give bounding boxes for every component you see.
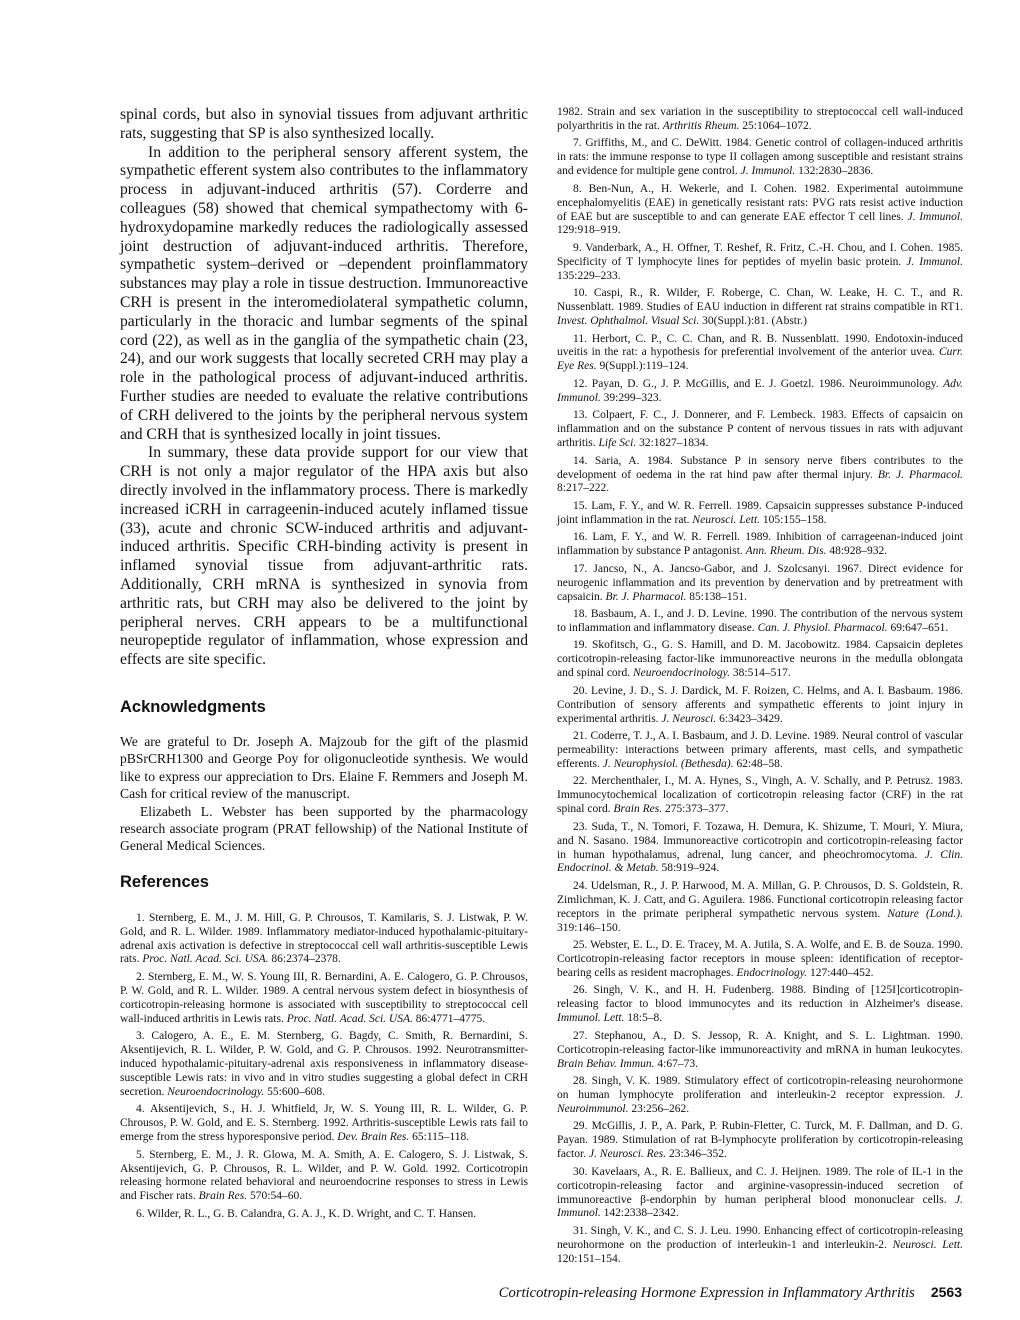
reference-journal: J. Neurosci. Res. <box>588 1148 667 1161</box>
reference-journal: Neurosci. Lett. <box>692 513 761 526</box>
reference-text: 25. Webster, E. L., D. E. Tracey, M. A. Jutila, S. A. Wolfe, and E. B. de Souza. 1990. Corticotropin-releasing factor receptors in mouse spleen: identification of receptor-bearing cells as resident macrophages. <box>557 939 963 979</box>
reference-citation: 127:440–452. <box>807 966 874 979</box>
reference-item <box>557 531 963 559</box>
reference-citation: 132:2830–2836. <box>795 165 874 178</box>
reference-citation: 86:4771–4775. <box>412 1012 486 1025</box>
reference-citation: 23:346–352. <box>666 1148 727 1161</box>
reference-item <box>557 378 963 406</box>
acknowledgments-paragraph-2: Elizabeth L. Webster has been supported by the pharmacology research associate program (PRAT fellowship) of the National Institute of General Medical Sciences. <box>120 803 528 854</box>
references-list-left <box>120 912 528 1222</box>
reference-journal: Dev. Brain Res. <box>337 1131 410 1144</box>
page-number: 2563 <box>930 1284 962 1300</box>
reference-citation: 570:54–60. <box>247 1190 303 1203</box>
reference-text: 5. Sternberg, E. M., J. R. Glowa, M. A. Smith, A. E. Calogero, S. J. Listwak, S. Aksentijevich, G. P. Chrousos, R. L. Wilder, and P. W. Gold. 1992. Corticotropin releasing hormone related behavioral and neuroendocrine responses to stress in Lewis and Fischer rats. <box>120 1148 528 1203</box>
reference-text: 11. Herbort, C. P., C. C. Chan, and R. B. Nussenblatt. 1990. Endotoxin-induced uveitis in the rat: a hypothesis for preferential involvement of the anterior uvea. <box>557 332 963 359</box>
reference-journal: Neuroendocrinology. <box>633 667 731 680</box>
reference-item <box>557 1075 963 1117</box>
reference-text: 13. Colpaert, F. C., J. Donnerer, and F. Lembeck. 1983. Effects of capsaicin on inflammation and on the substance P content of nervous tissues in rats with adjuvant arthritis. <box>557 409 963 450</box>
reference-citation: 32:1827–1834. <box>636 437 709 450</box>
reference-text: 30. Kavelaars, A., R. E. Ballieux, and C. J. Heijnen. 1989. The role of IL-1 in the corticotropin-releasing factor and arginine-vasopressin-induced secretion of immunoreactive β-endorphin by human peripheral blood mononuclear cells. <box>557 1165 963 1206</box>
reference-text: 6. Wilder, R. L., G. B. Calandra, G. A. J., K. D. Wright, and C. T. Hansen. <box>136 1207 477 1220</box>
reference-citation: 4:67–73. <box>654 1057 698 1070</box>
reference-text: 2. Sternberg, E. M., W. S. Young III, R. Bernardini, A. E. Calogero, G. P. Chrousos, P. W. Gold, and R. L. Wilder. 1989. A central nervous system defect in biosynthesis of corticotropin-releasing hormone is associated with susceptibility to streptococcal cell wall-induced arthritis in Lewis rats. <box>120 970 528 1025</box>
reference-item <box>557 639 963 681</box>
reference-journal: J. Clin. Endocrinol. & Metab. <box>557 848 963 875</box>
reference-text: 20. Levine, J. D., S. J. Dardick, M. F. Roizen, C. Helms, and A. I. Basbaum. 1986. Contribution of sensory afferents and sympathetic efferents to joint injury in experimental arthritis. <box>557 684 963 725</box>
reference-journal: Br. J. Pharmacol. <box>605 590 687 603</box>
reference-item <box>557 242 963 284</box>
reference-text: 7. Griffiths, M., and C. DeWitt. 1984. Genetic control of collagen-induced arthritis in rats: the immune response to type II collagen among susceptible and resistant strains and evidence for multiple gene control. <box>557 137 963 178</box>
reference-journal: J. Immunol. <box>740 165 796 178</box>
reference-citation: 69:647–651. <box>887 621 949 634</box>
running-title: Corticotropin-releasing Hormone Expression in Inflammatory Arthritis <box>498 1285 915 1301</box>
reference-journal: J. Neurophysiol. (Bethesda). <box>602 757 734 770</box>
reference-text: 19. Skofitsch, G., G. S. Hamill, and D. M. Jacobowitz. 1984. Capsaicin depletes corticotropin-releasing factor-like immunoreactive neurons in the medulla oblongata and spinal cord. <box>557 639 963 680</box>
reference-text: 8. Ben-Nun, A., H. Wekerle, and I. Cohen. 1982. Experimental autoimmune encephalomyelitis (EAE) in genetically resistant rats: PVG rats resist active induction of EAE but are susceptible to and can generate EAE effector T cell lines. <box>557 182 963 223</box>
reference-journal: Br. J. Pharmacol. <box>877 468 964 481</box>
reference-journal: Neuroendocrinology. <box>167 1085 265 1098</box>
reference-text: 18. Basbaum, A. I., and J. D. Levine. 1990. The contribution of the nervous system to inflammation and inflammatory disease. <box>557 608 963 634</box>
reference-journal: Adv. Immunol. <box>557 377 963 404</box>
reference-item <box>557 685 963 727</box>
reference-citation: 38:514–517. <box>730 667 791 680</box>
reference-citation: 142:2338–2342. <box>600 1207 679 1220</box>
reference-text: 27. Stephanou, A., D. S. Jessop, R. A. Knight, and S. L. Lightman. 1990. Corticotropin-releasing factor-like immunoreactivity and mRNA in human leukocytes. <box>557 1029 963 1056</box>
reference-journal: J. Immunol. <box>907 210 963 223</box>
reference-citation: 86:2374–2378. <box>268 953 341 966</box>
reference-journal: Endocrinology. <box>736 966 808 979</box>
reference-text: 28. Singh, V. K. 1989. Stimulatory effect of corticotropin-releasing neurohormone on human lymphocyte proliferation and interleukin-2 receptor expression. <box>557 1075 963 1101</box>
reference-text: 22. Merchenthaler, I., M. A. Hynes, S., Vingh, A. V. Schally, and P. Petrusz. 1983. Immunocytochemical localization of corticotropin releasing factor (CRF) in the rat spinal cord. <box>557 775 963 816</box>
right-column <box>557 106 963 1270</box>
reference-journal: Proc. Natl. Acad. Sci. USA. <box>142 953 269 966</box>
reference-text: 10. Caspi, R., R. Wilder, F. Roberge, C. Chan, W. Leake, H. C. T., and R. Nussenblatt. 1989. Studies of EAU induction in different rat strains compatible in RT1. <box>557 287 963 314</box>
reference-item <box>120 1030 528 1100</box>
reference-journal: J. Immunol. <box>906 255 963 268</box>
reference-item <box>557 333 963 375</box>
reference-text: 17. Jancso, N., A. Jancso-Gabor, and J. Szolcsanyi. 1967. Direct evidence for neurogenic inflammation and its prevention by denervation and by pretreatment with capsaicin. <box>557 562 963 603</box>
reference-journal: J. Neuroimmunol. <box>557 1088 963 1115</box>
reference-text: 4. Aksentijevich, S., H. J. Whitfield, Jr, W. S. Young III, R. L. Wilder, G. P. Chrousos, P. W. Gold, and E. S. Sternberg. 1992. Arthritis-susceptible Lewis rats fail to emerge from the stress hyporesponsive period. <box>120 1103 528 1144</box>
reference-text: 26. Singh, V. K., and H. H. Fudenberg. 1988. Binding of [125I]corticotropin-releasing factor to blood immunocytes and its reduction in Alzheimer's disease. <box>557 984 963 1011</box>
reference-journal: Brain Res. <box>198 1190 248 1203</box>
reference-journal: Invest. Ophthalmol. Visual Sci. <box>557 315 700 328</box>
reference-citation: 48:928–932. <box>826 545 888 558</box>
reference-item <box>557 287 963 329</box>
reference-text: 24. Udelsman, R., J. P. Harwood, M. A. Millan, G. P. Chrousos, D. S. Goldstein, R. Zimlichman, K. J. Catt, and G. Aguilera. 1986. Functional corticotropin releasing factor receptors in the primate peripheral sympathetic nervous system. <box>557 879 963 920</box>
reference-text: 1. Sternberg, E. M., J. M. Hill, G. P. Chrousos, T. Kamilaris, S. J. Listwak, P. W. Gold, and R. L. Wilder. 1989. Inflammatory mediator-induced hypothalamic-pituitary-adrenal axis activation is defective in streptococcal cell wall arthritis-susceptible Lewis rats. <box>120 911 528 966</box>
reference-item <box>557 821 963 877</box>
reference-citation: 30(Suppl.):81. (Abstr.) <box>699 315 807 328</box>
reference-text: 31. Singh, V. K., and C. S. J. Leu. 1990. Enhancing effect of corticotropin-releasing neurohormone on the production of interleukin-1 and interleukin-2. <box>557 1224 963 1251</box>
reference-citation: 62:48–58. <box>733 757 783 770</box>
reference-citation: 39:299–323. <box>600 391 662 404</box>
reference-item <box>557 939 963 981</box>
reference-item <box>557 500 963 528</box>
reference-journal: Immunol. Lett. <box>557 1012 625 1025</box>
reference-text: 21. Coderre, T. J., A. I. Basbaum, and J. D. Levine. 1989. Neural control of vascular permeability: interactions between primary afferents, mast cells, and sympathetic efferents. <box>557 730 963 770</box>
acknowledgments-paragraph-1: We are grateful to Dr. Joseph A. Majzoub for the gift of the plasmid pBSrCRH1300 and George Poy for oligonucleotide synthesis. We would like to express our appreciation to Drs. Elaine F. Remmers and Joseph M. Cash for critical review of the manuscript. <box>120 733 528 802</box>
reference-citation: 23:256–262. <box>628 1102 690 1115</box>
reference-citation: 135:229–233. <box>557 269 621 282</box>
reference-journal: Nature (Lond.). <box>887 907 964 920</box>
reference-journal: Proc. Natl. Acad. Sci. USA. <box>286 1012 413 1025</box>
reference-text: 29. McGillis, J. P., A. Park, P. Rubin-Fletter, C. Turck, M. F. Dallman, and D. G. Payan. 1989. Stimulation of rat B-lymphocyte proliferation by corticotropin-releasing factor. <box>557 1120 963 1161</box>
reference-journal: Brain Behav. Immun. <box>557 1057 655 1070</box>
reference-citation: 85:138–151. <box>686 590 748 603</box>
body-paragraph-2: In addition to the peripheral sensory afferent system, the sympathetic efferent system also contributes to the inflammatory process in adjuvant-induced arthritis (57). Corderre and colleagues (58) showed that chemical sympathectomy with 6-hydroxydopamine markedly reduces the radiologically assessed joint destruction of adjuvant-induced arthritis. Therefore, sympathetic system–derived or –dependent proinflammatory substances may play a role in tissue destruction. Immunoreactive CRH is present in the interomediolateral sympathetic column, particularly in the thoracic and lumbar segments of the spinal cord (22), as well as in the ganglia of the sympathetic chain (23, 24), and our work suggests that locally secreted CRH may play a role in the pathological process of adjuvant-induced arthritis. Further studies are needed to evaluate the relative contributions of CRH delivered to the joints by the peripheral nervous system and CRH that is synthesized locally in joint tissues. <box>120 143 528 443</box>
reference-citation: 275:373–377. <box>662 803 729 816</box>
reference-journal: Curr. Eye Res. <box>557 346 963 373</box>
reference-item <box>120 1208 528 1222</box>
reference-item <box>120 912 528 968</box>
reference-citation: 9(Suppl.):119–124. <box>596 360 689 373</box>
reference-item <box>557 608 963 636</box>
reference-text: 9. Vanderbark, A., H. Offner, T. Reshef, R. Fritz, C.-H. Chou, and I. Cohen. 1985. Specificity of T lymphocyte lines for peptides of myelin basic protein. <box>557 241 963 268</box>
reference-item <box>557 1120 963 1162</box>
reference-text: 14. Saria, A. 1984. Substance P in sensory nerve fibers contributes to the development of oedema in the rat hind paw after thermal injury. <box>557 454 963 481</box>
reference-journal: Can. J. Physiol. Pharmacol. <box>757 621 888 634</box>
reference-journal: J. Neurosci. <box>661 712 717 725</box>
reference-journal: J. Immunol. <box>557 1193 963 1220</box>
reference-item <box>557 1030 963 1072</box>
reference-text: 15. Lam, F. Y., and W. R. Ferrell. 1989. Capsaicin suppresses substance P-induced joint inflammation in the rat. <box>557 499 963 526</box>
reference-item <box>557 183 963 239</box>
acknowledgments-heading: Acknowledgments <box>120 697 266 716</box>
reference-citation: 120:151–154. <box>557 1252 621 1265</box>
reference-item <box>557 1225 963 1267</box>
page-footer <box>480 1284 962 1302</box>
reference-citation: 8:217–222. <box>557 482 610 495</box>
reference-item <box>557 137 963 179</box>
reference-item <box>557 1166 963 1222</box>
reference-journal: Ann. Rheum. Dis. <box>745 545 827 558</box>
reference-journal: Arthritis Rheum. <box>662 119 740 132</box>
reference-item <box>557 455 963 497</box>
reference-item <box>557 984 963 1026</box>
reference-citation: 25:1064–1072. <box>739 119 812 132</box>
reference-citation: 65:115–118. <box>409 1131 470 1144</box>
references-list-right <box>557 106 963 1267</box>
reference-journal: Life Sci. <box>598 437 637 450</box>
reference-text: 23. Suda, T., N. Tomori, F. Tozawa, H. Demura, K. Shizume, T. Mouri, Y. Miura, and N. Sasano. 1984. Immunoreactive corticotropin and corticotropin-releasing factor in human hypothalamus, adrenal, lung cancer, and pheochromocytoma. <box>557 820 963 861</box>
reference-item <box>557 409 963 451</box>
reference-item <box>557 730 963 772</box>
reference-citation: 105:155–158. <box>760 513 827 526</box>
reference-text: 3. Calogero, A. E., E. M. Sternberg, G. Bagdy, C. Smith, R. Bernardini, S. Aksentijevich, R. L. Wilder, P. W. Gold, and G. P. Chrousos. 1992. Neurotransmitter-induced hypothalamic-pituitary-adrenal axis responsiveness in inflammatory disease-susceptible Lewis rats: in vivo and in vitro studies suggesting a global defect in CRH secretion. <box>120 1030 528 1098</box>
reference-text: 16. Lam, F. Y., and W. R. Ferrell. 1989. Inhibition of carrageenan-induced joint inflammation by substance P antagonist. <box>557 531 963 558</box>
reference-item <box>120 1103 528 1145</box>
reference-citation: 319:146–150. <box>557 921 621 934</box>
reference-citation: 6:3423–3429. <box>716 712 783 725</box>
reference-item <box>557 775 963 817</box>
reference-text: 12. Payan, D. G., J. P. McGillis, and E. J. Goetzl. 1986. Neuroimmunology. <box>573 377 944 390</box>
reference-citation: 18:5–8. <box>624 1012 663 1025</box>
reference-citation: 55:600–608. <box>264 1085 325 1098</box>
reference-journal: Neurosci. Lett. <box>892 1238 963 1251</box>
body-paragraph-3: In summary, these data provide support for our view that CRH is not only a major regulator of the HPA axis but also directly involved in the inflammatory process. There is markedly increased iCRH in carrageenin-induced acutely inflamed tissue (33), acute and chronic SCW-induced arthritis and adjuvant-induced arthritis. Specific CRH-binding activity is present in inflamed synovial tissue from adjuvant-arthritic rats. Additionally, CRH mRNA is synthesized in synovia from arthritic rats, but CRH may also be delivered to the joint by peripheral nerves. CRH appears to be a multifunctional neuropeptide regulator of inflammation, whose expression and effects are site specific. <box>120 444 528 669</box>
reference-citation: 58:919–924. <box>658 862 720 875</box>
reference-item <box>557 880 963 936</box>
reference-item <box>120 1149 528 1205</box>
references-heading: References <box>120 872 209 891</box>
body-paragraph-1: spinal cords, but also in synovial tissues from adjuvant arthritic rats, suggesting that SP is also synthesized locally. <box>120 106 528 142</box>
reference-journal: Brain Res. <box>613 803 663 816</box>
reference-item <box>120 971 528 1027</box>
reference-item <box>557 563 963 605</box>
left-column <box>120 106 528 1225</box>
reference-text: 1982. Strain and sex variation in the susceptibility to streptococcal cell wall-induced polyarthritis in the rat. <box>557 106 963 132</box>
reference-citation: 129:918–919. <box>557 224 621 237</box>
reference-item <box>557 106 963 134</box>
